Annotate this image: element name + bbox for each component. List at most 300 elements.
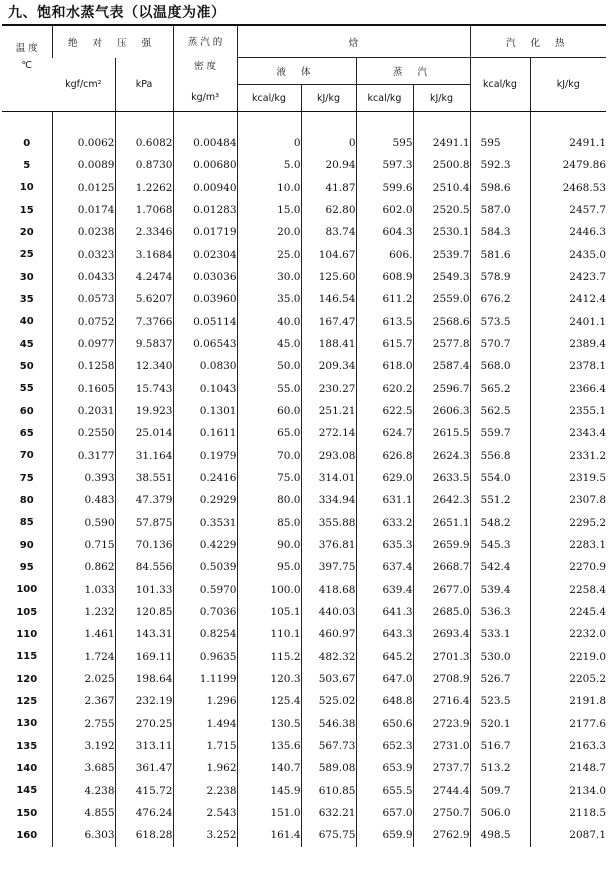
cell-latent-kcal: 506.0 — [470, 802, 530, 824]
cell-vapor-kcal: 639.4 — [356, 579, 413, 601]
cell-vapor-kj: 2568.6 — [413, 311, 470, 333]
cell-vapor-kj: 2723.9 — [413, 713, 470, 735]
cell-latent-kj: 2118.5 — [530, 802, 606, 824]
cell-vapor-kj: 2750.7 — [413, 802, 470, 824]
unit-vapor-kj: kJ/kg — [413, 85, 470, 112]
cell-liquid-kcal: 55.0 — [237, 378, 301, 400]
cell-latent-kcal: 539.4 — [470, 579, 530, 601]
cell-temperature: 125 — [16, 695, 38, 707]
cell-pressure-kpa: 38.551 — [115, 467, 173, 489]
cell-pressure-kpa: 169.11 — [115, 646, 173, 668]
cell-temperature: 80 — [19, 494, 34, 506]
table-row — [2, 378, 606, 400]
table-row — [2, 400, 606, 422]
table-row — [2, 132, 606, 154]
cell-pressure-kgf: 0.715 — [52, 534, 115, 556]
cell-latent-kcal: 498.5 — [470, 824, 530, 846]
cell-vapor-kcal: 653.9 — [356, 757, 413, 779]
cell-vapor-kcal: 637.4 — [356, 556, 413, 578]
cell-temperature: 35 — [19, 293, 34, 305]
cell-liquid-kcal: 151.0 — [237, 802, 301, 824]
cell-vapor-density: 1.962 — [173, 757, 237, 779]
cell-vapor-kcal: 650.6 — [356, 713, 413, 735]
cell-latent-kcal: 595 — [470, 132, 530, 154]
cell-pressure-kpa: 84.556 — [115, 556, 173, 578]
cell-vapor-density: 1.1199 — [173, 668, 237, 690]
cell-liquid-kcal: 161.4 — [237, 824, 301, 846]
cell-vapor-kcal: 652.3 — [356, 735, 413, 757]
cell-latent-kj: 2232.0 — [530, 623, 606, 645]
cell-vapor-kcal: 618.0 — [356, 355, 413, 377]
cell-vapor-kj: 2642.3 — [413, 489, 470, 511]
cell-vapor-density: 0.00680 — [173, 154, 237, 176]
unit-latent-kcal: kcal/kg — [470, 58, 530, 112]
cell-liquid-kj: 62.80 — [301, 199, 356, 221]
cell-latent-kj: 2331.2 — [530, 445, 606, 467]
table-row — [2, 489, 606, 511]
cell-latent-kcal: 530.0 — [470, 646, 530, 668]
cell-latent-kcal: 516.7 — [470, 735, 530, 757]
cell-temperature: 110 — [16, 628, 38, 640]
cell-latent-kj: 2219.0 — [530, 646, 606, 668]
temperature-unit-cell — [2, 85, 52, 112]
cell-liquid-kcal: 105.1 — [237, 601, 301, 623]
table-row — [2, 579, 606, 601]
cell-pressure-kpa: 3.1684 — [115, 244, 173, 266]
cell-liquid-kcal: 95.0 — [237, 556, 301, 578]
cell-vapor-kj: 2659.9 — [413, 534, 470, 556]
cell-vapor-kcal: 635.3 — [356, 534, 413, 556]
table-row — [2, 467, 606, 489]
cell-latent-kj: 2366.4 — [530, 378, 606, 400]
cell-latent-kj: 2378.1 — [530, 355, 606, 377]
cell-latent-kj: 2468.53 — [530, 177, 606, 199]
table-row — [2, 445, 606, 467]
cell-temperature: 160 — [16, 829, 38, 841]
cell-liquid-kj: 230.27 — [301, 378, 356, 400]
cell-liquid-kj: 482.32 — [301, 646, 356, 668]
cell-latent-kj: 2412.4 — [530, 288, 606, 310]
cell-liquid-kj: 146.54 — [301, 288, 356, 310]
cell-liquid-kcal: 85.0 — [237, 512, 301, 534]
cell-pressure-kpa: 7.3766 — [115, 311, 173, 333]
cell-temperature: 100 — [16, 584, 38, 596]
cell-latent-kcal: 584.3 — [470, 221, 530, 243]
cell-liquid-kcal: 10.0 — [237, 177, 301, 199]
cell-latent-kj: 2389.4 — [530, 333, 606, 355]
cell-latent-kj: 2423.7 — [530, 266, 606, 288]
cell-latent-kcal: 578.9 — [470, 266, 530, 288]
cell-vapor-kcal: 620.2 — [356, 378, 413, 400]
table-row — [2, 601, 606, 623]
cell-vapor-density: 0.4229 — [173, 534, 237, 556]
cell-vapor-density: 0.5039 — [173, 556, 237, 578]
table-row — [2, 623, 606, 645]
cell-vapor-density: 0.3531 — [173, 512, 237, 534]
cell-liquid-kcal: 125.4 — [237, 690, 301, 712]
header-vapor-density: 蒸 汽 的 密 度 — [173, 25, 237, 85]
cell-temperature: 30 — [19, 271, 34, 283]
cell-vapor-kj: 2520.5 — [413, 199, 470, 221]
cell-latent-kcal: 556.8 — [470, 445, 530, 467]
cell-latent-kcal: 509.7 — [470, 780, 530, 802]
cell-pressure-kpa: 198.64 — [115, 668, 173, 690]
page-title: 九、饱和水蒸气表（以温度为准） — [8, 5, 226, 21]
cell-latent-kj: 2295.2 — [530, 512, 606, 534]
cell-pressure-kpa: 232.19 — [115, 690, 173, 712]
cell-liquid-kj: 83.74 — [301, 221, 356, 243]
table-row — [2, 824, 606, 846]
cell-temperature: 45 — [19, 338, 34, 350]
cell-temperature: 85 — [19, 517, 34, 529]
cell-vapor-kj: 2701.3 — [413, 646, 470, 668]
cell-pressure-kgf: 0.1258 — [52, 355, 115, 377]
cell-vapor-kj: 2615.5 — [413, 422, 470, 444]
cell-vapor-kcal: 595 — [356, 132, 413, 154]
cell-vapor-kcal: 633.2 — [356, 512, 413, 534]
cell-vapor-kj: 2606.3 — [413, 400, 470, 422]
cell-pressure-kgf: 0.393 — [52, 467, 115, 489]
cell-pressure-kgf: 0.0238 — [52, 221, 115, 243]
cell-latent-kj: 2270.9 — [530, 556, 606, 578]
cell-vapor-kcal: 648.8 — [356, 690, 413, 712]
cell-liquid-kcal: 80.0 — [237, 489, 301, 511]
cell-temperature: 65 — [19, 427, 34, 439]
cell-pressure-kpa: 70.136 — [115, 534, 173, 556]
cell-vapor-density: 1.494 — [173, 713, 237, 735]
cell-latent-kcal: 581.6 — [470, 244, 530, 266]
cell-latent-kj: 2163.3 — [530, 735, 606, 757]
cell-pressure-kpa: 270.25 — [115, 713, 173, 735]
cell-latent-kj: 2479.86 — [530, 154, 606, 176]
table-row — [2, 757, 606, 779]
cell-pressure-kpa: 120.85 — [115, 601, 173, 623]
table-row — [2, 668, 606, 690]
cell-temperature: 20 — [19, 226, 34, 238]
cell-liquid-kj: 589.08 — [301, 757, 356, 779]
cell-latent-kcal: 526.7 — [470, 668, 530, 690]
cell-liquid-kj: 188.41 — [301, 333, 356, 355]
cell-pressure-kgf: 0.862 — [52, 556, 115, 578]
cell-latent-kj: 2401.1 — [530, 311, 606, 333]
cell-latent-kj: 2205.2 — [530, 668, 606, 690]
cell-pressure-kgf: 0.0573 — [52, 288, 115, 310]
cell-pressure-kpa: 5.6207 — [115, 288, 173, 310]
cell-liquid-kj: 209.34 — [301, 355, 356, 377]
cell-liquid-kcal: 40.0 — [237, 311, 301, 333]
cell-vapor-kj: 2510.4 — [413, 177, 470, 199]
cell-pressure-kgf: 0.0125 — [52, 177, 115, 199]
unit-vapor-kcal: kcal/kg — [356, 85, 413, 112]
cell-temperature: 120 — [16, 673, 38, 685]
cell-pressure-kpa: 47.379 — [115, 489, 173, 511]
cell-latent-kcal: 545.3 — [470, 534, 530, 556]
cell-vapor-density: 3.252 — [173, 824, 237, 846]
cell-latent-kj: 2177.6 — [530, 713, 606, 735]
cell-temperature: 145 — [16, 785, 38, 797]
table-row — [2, 780, 606, 802]
cell-vapor-kcal: 608.9 — [356, 266, 413, 288]
table-row — [2, 288, 606, 310]
cell-vapor-density: 0.2929 — [173, 489, 237, 511]
cell-vapor-density: 0.1611 — [173, 422, 237, 444]
cell-temperature: 105 — [16, 606, 38, 618]
cell-pressure-kpa: 101.33 — [115, 579, 173, 601]
cell-pressure-kgf: 1.033 — [52, 579, 115, 601]
cell-latent-kcal: 573.5 — [470, 311, 530, 333]
cell-liquid-kcal: 15.0 — [237, 199, 301, 221]
cell-latent-kj: 2134.0 — [530, 780, 606, 802]
cell-pressure-kgf: 1.232 — [52, 601, 115, 623]
unit-kpa: kPa — [115, 58, 173, 112]
cell-liquid-kj: 610.85 — [301, 780, 356, 802]
cell-pressure-kgf: 6.303 — [52, 824, 115, 846]
header-liquid: 液 体 — [237, 58, 356, 85]
cell-latent-kcal: 551.2 — [470, 489, 530, 511]
cell-vapor-density: 0.01719 — [173, 221, 237, 243]
unit-liquid-kj: kJ/kg — [301, 85, 356, 112]
table-row — [2, 333, 606, 355]
cell-latent-kj: 2148.7 — [530, 757, 606, 779]
cell-liquid-kcal: 70.0 — [237, 445, 301, 467]
steam-table — [2, 24, 606, 847]
table-row — [2, 802, 606, 824]
cell-pressure-kgf: 0.0977 — [52, 333, 115, 355]
cell-vapor-kj: 2744.4 — [413, 780, 470, 802]
cell-temperature: 90 — [19, 539, 34, 551]
cell-temperature: 130 — [16, 718, 38, 730]
cell-vapor-kj: 2716.4 — [413, 690, 470, 712]
cell-liquid-kcal: 35.0 — [237, 288, 301, 310]
cell-temperature: 150 — [16, 807, 38, 819]
cell-vapor-kj: 2624.3 — [413, 445, 470, 467]
unit-kg-m3: kg/m³ — [173, 85, 237, 112]
cell-pressure-kpa: 15.743 — [115, 378, 173, 400]
cell-pressure-kgf: 0.0433 — [52, 266, 115, 288]
cell-temperature: 140 — [16, 762, 38, 774]
cell-liquid-kcal: 100.0 — [237, 579, 301, 601]
cell-vapor-kcal: 655.5 — [356, 780, 413, 802]
cell-pressure-kgf: 0.483 — [52, 489, 115, 511]
cell-latent-kcal: 520.1 — [470, 713, 530, 735]
cell-temperature: 95 — [19, 561, 34, 573]
cell-latent-kcal: 523.5 — [470, 690, 530, 712]
cell-pressure-kgf: 1.461 — [52, 623, 115, 645]
cell-vapor-density: 0.5970 — [173, 579, 237, 601]
cell-vapor-density: 0.03036 — [173, 266, 237, 288]
cell-vapor-kcal: 606. — [356, 244, 413, 266]
table-row — [2, 512, 606, 534]
table-row — [2, 311, 606, 333]
table-row — [2, 690, 606, 712]
cell-liquid-kcal: 110.1 — [237, 623, 301, 645]
table-row — [2, 713, 606, 735]
cell-latent-kcal: 536.3 — [470, 601, 530, 623]
cell-liquid-kcal: 5.0 — [237, 154, 301, 176]
cell-liquid-kj: 567.73 — [301, 735, 356, 757]
cell-pressure-kpa: 313.11 — [115, 735, 173, 757]
cell-vapor-density: 0.8254 — [173, 623, 237, 645]
cell-vapor-kj: 2685.0 — [413, 601, 470, 623]
cell-latent-kj: 2191.8 — [530, 690, 606, 712]
cell-liquid-kcal: 140.7 — [237, 757, 301, 779]
cell-liquid-kj: 272.14 — [301, 422, 356, 444]
cell-temperature: 55 — [19, 383, 34, 395]
cell-vapor-kcal: 626.8 — [356, 445, 413, 467]
cell-liquid-kcal: 90.0 — [237, 534, 301, 556]
cell-pressure-kpa: 618.28 — [115, 824, 173, 846]
cell-latent-kcal: 559.7 — [470, 422, 530, 444]
cell-vapor-density: 0.06543 — [173, 333, 237, 355]
cell-pressure-kpa: 57.875 — [115, 512, 173, 534]
table-body — [2, 112, 606, 847]
table-row — [2, 266, 606, 288]
cell-pressure-kgf: 0.0089 — [52, 154, 115, 176]
cell-pressure-kpa: 0.8730 — [115, 154, 173, 176]
cell-liquid-kj: 440.03 — [301, 601, 356, 623]
cell-pressure-kpa: 361.47 — [115, 757, 173, 779]
cell-vapor-kj: 2633.5 — [413, 467, 470, 489]
cell-latent-kj: 2491.1 — [530, 132, 606, 154]
cell-vapor-density: 0.00484 — [173, 132, 237, 154]
cell-pressure-kgf: 4.238 — [52, 780, 115, 802]
cell-latent-kcal: 562.5 — [470, 400, 530, 422]
cell-vapor-density: 0.03960 — [173, 288, 237, 310]
cell-vapor-density: 2.543 — [173, 802, 237, 824]
cell-temperature: 15 — [19, 204, 34, 216]
cell-vapor-kcal: 604.3 — [356, 221, 413, 243]
cell-pressure-kgf: 0.0062 — [52, 132, 115, 154]
cell-latent-kcal: 554.0 — [470, 467, 530, 489]
cell-vapor-kj: 2559.0 — [413, 288, 470, 310]
unit-liquid-kcal: kcal/kg — [237, 85, 301, 112]
cell-vapor-density: 0.02304 — [173, 244, 237, 266]
cell-latent-kcal: 587.0 — [470, 199, 530, 221]
cell-liquid-kj: 314.01 — [301, 467, 356, 489]
cell-temperature: 40 — [19, 316, 34, 328]
cell-vapor-kcal: 643.3 — [356, 623, 413, 645]
cell-temperature: 0 — [23, 137, 31, 149]
cell-liquid-kj: 334.94 — [301, 489, 356, 511]
cell-latent-kj: 2355.1 — [530, 400, 606, 422]
cell-liquid-kj: 167.47 — [301, 311, 356, 333]
cell-pressure-kgf: 0.3177 — [52, 445, 115, 467]
header-temperature: 温 度 ℃ — [2, 25, 52, 85]
cell-latent-kj: 2245.4 — [530, 601, 606, 623]
cell-pressure-kgf: 1.724 — [52, 646, 115, 668]
table-row — [2, 355, 606, 377]
cell-vapor-kcal: 631.1 — [356, 489, 413, 511]
cell-vapor-kcal: 599.6 — [356, 177, 413, 199]
spacer-row — [2, 112, 606, 133]
cell-liquid-kcal: 20.0 — [237, 221, 301, 243]
cell-liquid-kj: 104.67 — [301, 244, 356, 266]
cell-pressure-kpa: 9.5837 — [115, 333, 173, 355]
header-enthalpy: 焓 — [237, 25, 470, 58]
cell-latent-kj: 2319.5 — [530, 467, 606, 489]
cell-vapor-kj: 2693.4 — [413, 623, 470, 645]
cell-liquid-kcal: 75.0 — [237, 467, 301, 489]
cell-latent-kcal: 565.2 — [470, 378, 530, 400]
cell-latent-kj: 2446.3 — [530, 221, 606, 243]
cell-vapor-kj: 2549.3 — [413, 266, 470, 288]
unit-latent-kj: kJ/kg — [530, 58, 606, 112]
cell-latent-kcal: 513.2 — [470, 757, 530, 779]
cell-latent-kj: 2457.7 — [530, 199, 606, 221]
cell-vapor-kj: 2737.7 — [413, 757, 470, 779]
cell-pressure-kgf: 0.2550 — [52, 422, 115, 444]
cell-pressure-kgf: 4.855 — [52, 802, 115, 824]
header-abs-pressure: 绝 对 压 强 — [52, 25, 173, 58]
cell-pressure-kpa: 1.2262 — [115, 177, 173, 199]
cell-vapor-density: 0.05114 — [173, 311, 237, 333]
cell-vapor-kj: 2668.7 — [413, 556, 470, 578]
cell-vapor-kcal: 602.0 — [356, 199, 413, 221]
cell-liquid-kj: 293.08 — [301, 445, 356, 467]
table-row — [2, 646, 606, 668]
cell-liquid-kj: 675.75 — [301, 824, 356, 846]
cell-vapor-density: 0.01283 — [173, 199, 237, 221]
cell-pressure-kpa: 2.3346 — [115, 221, 173, 243]
cell-pressure-kpa: 31.164 — [115, 445, 173, 467]
cell-liquid-kcal: 0 — [237, 132, 301, 154]
cell-vapor-kcal: 597.3 — [356, 154, 413, 176]
cell-latent-kj: 2087.1 — [530, 824, 606, 846]
cell-liquid-kcal: 60.0 — [237, 400, 301, 422]
cell-liquid-kcal: 135.6 — [237, 735, 301, 757]
cell-liquid-kcal: 25.0 — [237, 244, 301, 266]
cell-pressure-kgf: 0.1605 — [52, 378, 115, 400]
cell-temperature: 70 — [19, 450, 34, 462]
cell-latent-kj: 2343.4 — [530, 422, 606, 444]
cell-liquid-kj: 376.81 — [301, 534, 356, 556]
cell-liquid-kj: 20.94 — [301, 154, 356, 176]
cell-vapor-density: 2.238 — [173, 780, 237, 802]
cell-vapor-kcal: 611.2 — [356, 288, 413, 310]
cell-latent-kj: 2283.1 — [530, 534, 606, 556]
cell-vapor-kj: 2677.0 — [413, 579, 470, 601]
cell-liquid-kj: 251.21 — [301, 400, 356, 422]
cell-vapor-density: 0.2416 — [173, 467, 237, 489]
cell-liquid-kcal: 50.0 — [237, 355, 301, 377]
cell-pressure-kpa: 19.923 — [115, 400, 173, 422]
cell-latent-kj: 2258.4 — [530, 579, 606, 601]
cell-liquid-kcal: 130.5 — [237, 713, 301, 735]
cell-temperature: 115 — [16, 651, 38, 663]
cell-latent-kcal: 542.4 — [470, 556, 530, 578]
cell-vapor-density: 0.1301 — [173, 400, 237, 422]
cell-liquid-kcal: 145.9 — [237, 780, 301, 802]
cell-latent-kcal: 676.2 — [470, 288, 530, 310]
cell-vapor-kj: 2587.4 — [413, 355, 470, 377]
cell-pressure-kpa: 25.014 — [115, 422, 173, 444]
cell-vapor-kcal: 647.0 — [356, 668, 413, 690]
cell-pressure-kgf: 2.755 — [52, 713, 115, 735]
table-row — [2, 244, 606, 266]
cell-pressure-kgf: 3.192 — [52, 735, 115, 757]
cell-temperature: 50 — [19, 360, 34, 372]
cell-vapor-kj: 2596.7 — [413, 378, 470, 400]
table-row — [2, 422, 606, 444]
cell-pressure-kgf: 2.367 — [52, 690, 115, 712]
cell-liquid-kj: 41.87 — [301, 177, 356, 199]
cell-latent-kcal: 598.6 — [470, 177, 530, 199]
cell-vapor-kcal: 641.3 — [356, 601, 413, 623]
cell-temperature: 10 — [19, 182, 34, 194]
cell-pressure-kgf: 2.025 — [52, 668, 115, 690]
cell-liquid-kcal: 30.0 — [237, 266, 301, 288]
cell-vapor-kj: 2577.8 — [413, 333, 470, 355]
